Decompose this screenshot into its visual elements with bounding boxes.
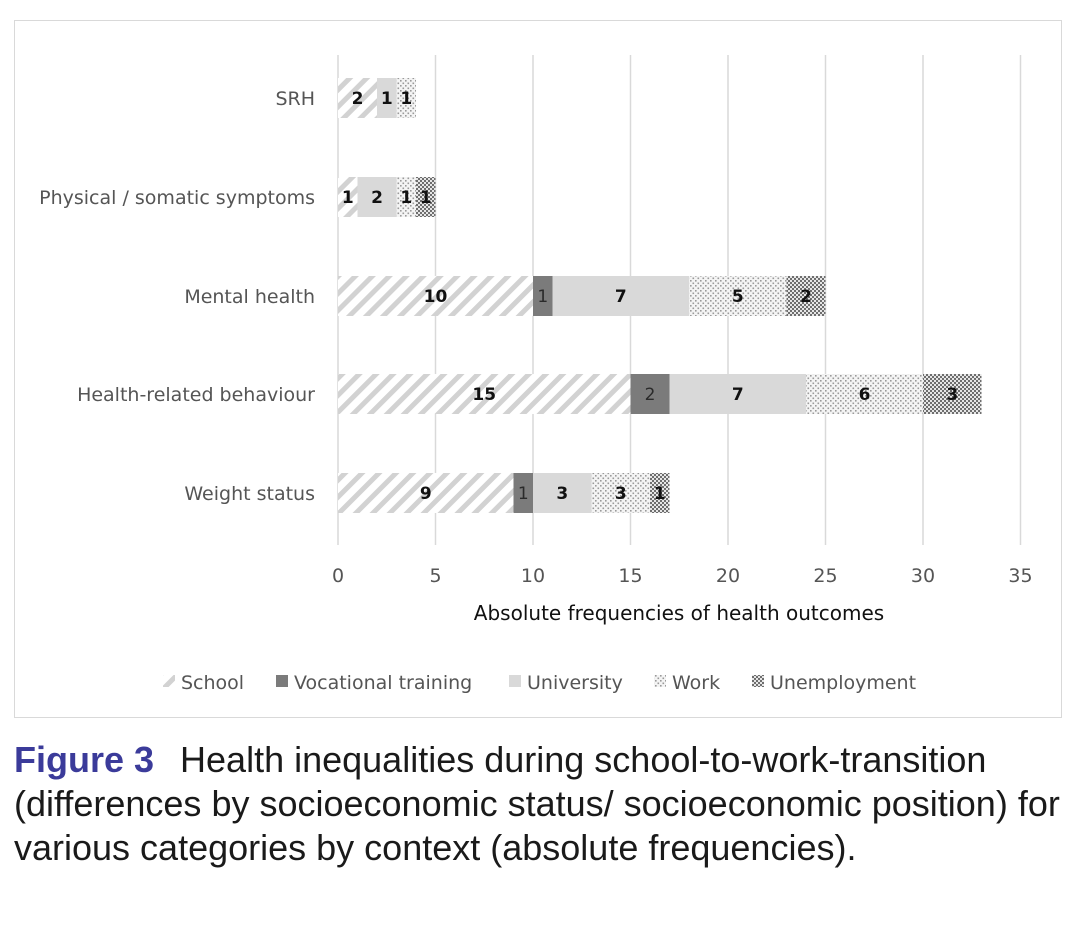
figure-label: Figure 3	[14, 739, 155, 780]
x-tick-label: 20	[715, 565, 741, 587]
legend-swatch-vocational-training	[276, 675, 288, 687]
bar-value-label: 2	[371, 188, 383, 208]
bar-value-label: 10	[423, 287, 448, 307]
bar-value-label: 2	[351, 89, 364, 109]
x-tick-label: 0	[331, 565, 345, 587]
y-axis	[39, 88, 315, 505]
x-tick-label: 30	[910, 565, 936, 587]
bar-value-label: 1	[341, 188, 354, 208]
bar-value-label: 2	[800, 287, 812, 307]
x-tick-label: 15	[618, 565, 643, 587]
legend-label-university: University	[527, 672, 623, 694]
legend-label-work: Work	[672, 672, 721, 694]
bar-value-label: 6	[858, 385, 871, 405]
bar-value-label: 15	[472, 385, 497, 405]
x-tick-label: 5	[429, 565, 442, 587]
bar-value-label: 7	[614, 287, 627, 307]
bar-value-label: 3	[946, 385, 959, 405]
y-category-label: Weight status	[184, 483, 315, 505]
x-tick-label: 10	[520, 565, 546, 587]
bar-value-label: 1	[400, 188, 413, 208]
x-axis	[332, 565, 1033, 587]
y-category-label: Mental health	[184, 286, 315, 308]
legend-swatch-work	[654, 675, 666, 687]
figure-caption-text: Health inequalities during school-to-work-transition (differences by socioeconomic status/ socioeconomic position) for various categories by context (absolute frequencies).	[14, 739, 1060, 868]
legend-label-vocational-training: Vocational training	[294, 672, 473, 694]
bar-value-label: 5	[731, 287, 744, 307]
y-category-label: SRH	[275, 88, 315, 110]
x-tick-label: 35	[1008, 565, 1033, 587]
bar-value-label: 1	[537, 287, 549, 307]
bar-value-label: 9	[419, 484, 432, 504]
x-axis-title: Absolute frequencies of health outcomes	[473, 601, 885, 625]
legend-swatch-university	[509, 675, 521, 687]
y-category-label: Physical / somatic symptoms	[39, 187, 315, 209]
y-category-label: Health-related behaviour	[77, 384, 315, 406]
bar-value-label: 2	[644, 385, 656, 405]
x-tick-label: 25	[813, 565, 838, 587]
figure-caption	[14, 738, 1064, 870]
bar-value-label: 7	[731, 385, 744, 405]
bar-value-label: 1	[653, 484, 666, 504]
legend-swatch-school	[163, 675, 175, 687]
legend-label-school: School	[181, 672, 245, 694]
bar-value-label: 1	[400, 89, 413, 109]
bar-value-label: 1	[380, 89, 393, 109]
legend-swatch-unemployment	[752, 675, 764, 687]
bar-value-label: 1	[419, 188, 432, 208]
bar-value-label: 3	[614, 484, 627, 504]
bar-value-label: 1	[517, 484, 529, 504]
bar-value-label: 3	[556, 484, 569, 504]
legend-label-unemployment: Unemployment	[770, 672, 917, 694]
legend	[163, 672, 916, 694]
